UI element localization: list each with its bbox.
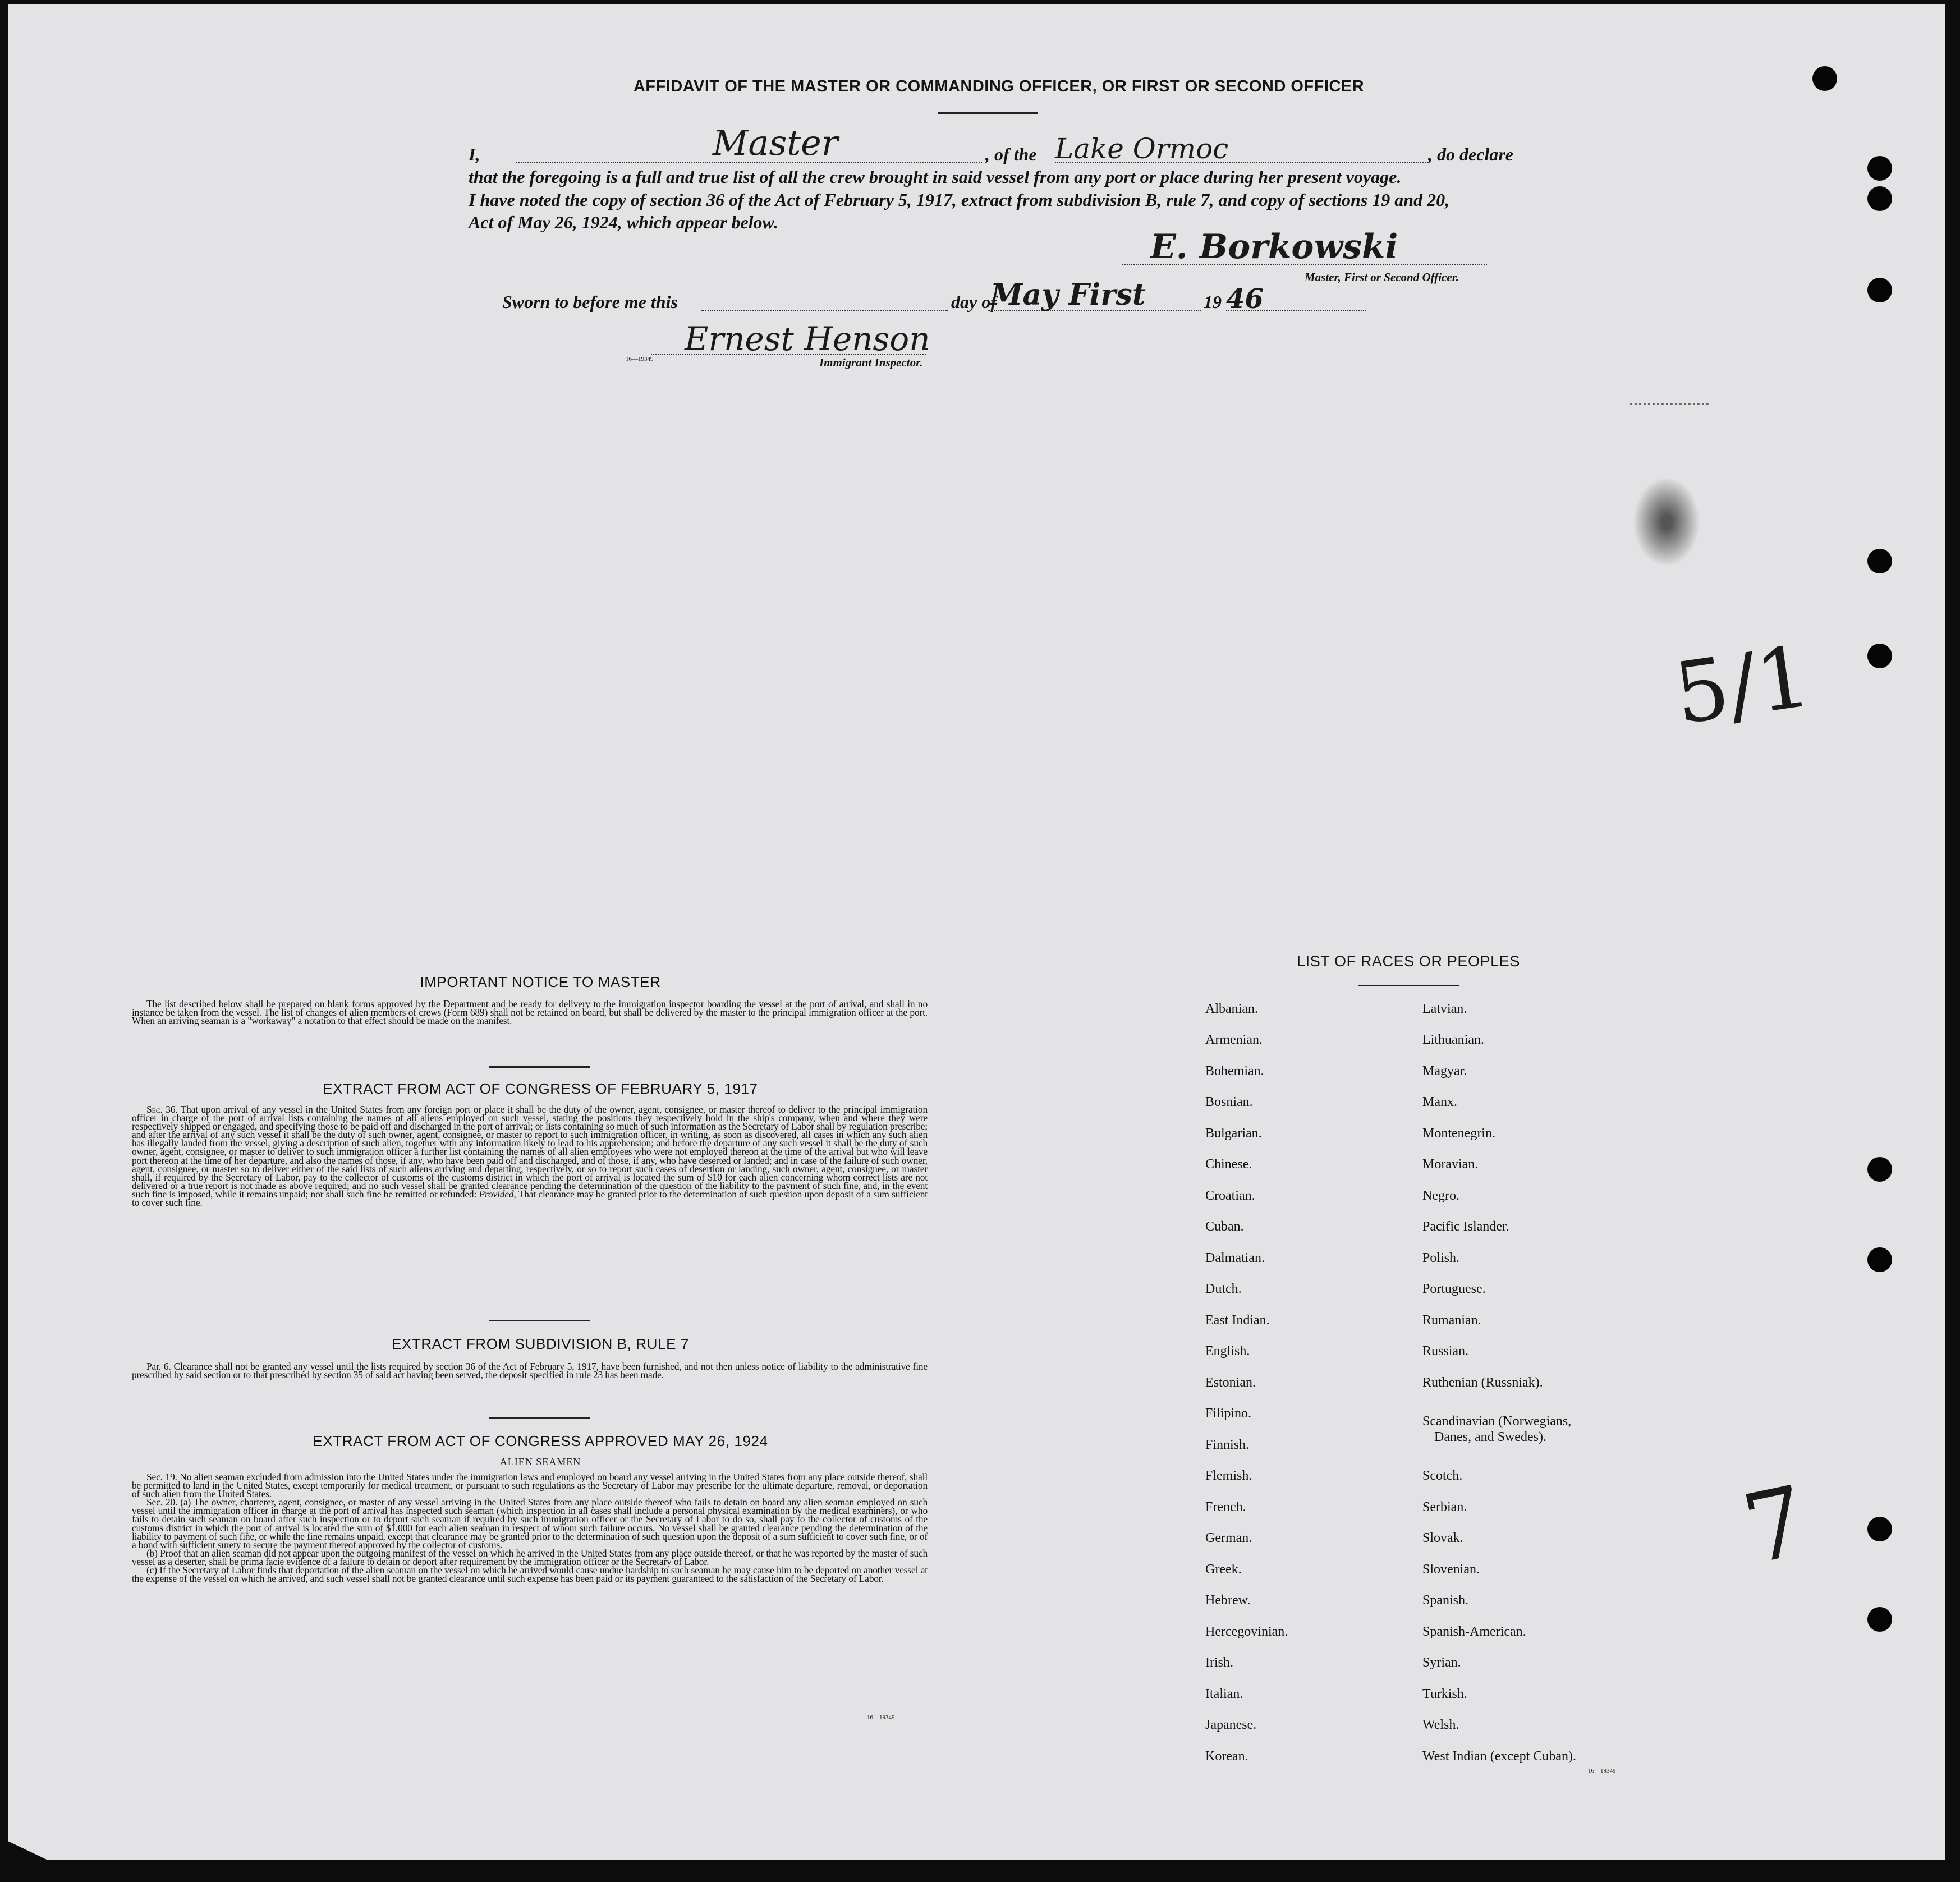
sec36-label: Sec. 36. [146,1104,178,1115]
rule7-title: EXTRACT FROM SUBDIVISION B, RULE 7 [392,1335,689,1352]
inspector-caption: Immigrant Inspector. [819,356,923,369]
divider [489,1066,590,1068]
punch-hole [1867,1247,1892,1272]
race-item: Flemish. [1205,1468,1252,1483]
races-form-number: 16—19349 [1588,1768,1616,1774]
sworn-prefix: Sworn to before me this [502,292,678,312]
punch-hole [1867,186,1892,211]
affidavit-line1-mid: , of the [985,144,1037,164]
divider [489,1417,590,1419]
handwritten-year: 46 [1226,283,1264,315]
affidavit-line1-prefix: I, [469,144,480,164]
affidavit-line3: I have noted the copy of section 36 of the Act of February 5, 1917, extract from subdivision B, rule 7, and copy of sections 19 and 20, [469,190,1450,210]
race-item: Albanian. [1205,1002,1258,1016]
extract-1924-subtitle: ALIEN SEAMEN [499,1456,581,1467]
divider [938,112,1038,114]
affidavit-line1-suffix: , do declare [1428,144,1513,164]
race-item: Chinese. [1205,1157,1252,1172]
extract-1924-text [132,1473,928,1583]
extract-form-number: 16—19349 [867,1714,895,1721]
affidavit-title: AFFIDAVIT OF THE MASTER OR COMMANDING OFFICER, OR FIRST OR SECOND OFFICER [633,77,1365,95]
race-item: Greek. [1205,1562,1242,1577]
race-item: Bohemian. [1205,1064,1264,1078]
race-item: Dalmatian. [1205,1251,1265,1265]
sec20b-text: (b) Proof that an alien seaman did not appear upon the outgoing manifest of the vessel on which he arrived in the United States from any place outside thereof, or that he was reported by the master of such vessel as a deserter, shall be prima facie evidence of a failure to detain or deport after requirement by the immigration officer or the Secretary of Labor. [132,1547,928,1567]
punch-hole [1867,644,1892,668]
notice-text: The list described below shall be prepared on blank forms approved by the Department and be ready for delivery to the immigration inspector boarding the vessel at the port of arrival, and shall in no instance be taken from the vessel. The list of changes of alien members of crews (Form 689) shall not be retained on board, but shall be delivered by the master to the principal immigration officer at the port. When an arriving seaman is a "workaway" a notation to that effect should be made on the manifest. [132,998,928,1027]
race-item: Rumanian. [1422,1313,1481,1328]
master-signature-caption: Master, First or Second Officer. [1305,270,1459,284]
race-item: Korean. [1205,1749,1248,1764]
margin-mark: 7 [1734,1465,1817,1587]
divider [1358,985,1459,986]
race-item: Spanish-American. [1422,1624,1526,1639]
race-item: Slovenian. [1422,1562,1480,1577]
race-item: Ruthenian (Russniak). [1422,1375,1543,1390]
ink-stain [1633,477,1700,567]
extract-1924-title: EXTRACT FROM ACT OF CONGRESS APPROVED MAY 26, 1924 [313,1433,768,1449]
race-item: Bosnian. [1205,1095,1253,1109]
race-item: Magyar. [1422,1064,1467,1078]
punch-hole [1867,1157,1892,1182]
race-item: Japanese. [1205,1718,1257,1732]
race-item: Croatian. [1205,1188,1255,1203]
affidavit-line2: that the foregoing is a full and true list of all the crew brought in said vessel from any port or place during her present voyage. [469,167,1402,187]
sworn-day-label: day of [951,292,997,312]
stamp-residue [1630,403,1709,413]
race-item: Finnish. [1205,1438,1250,1452]
race-item: Pacific Islander. [1422,1219,1509,1234]
notice-title: IMPORTANT NOTICE TO MASTER [420,974,661,990]
punch-hole [1867,1517,1892,1541]
punch-hole [1867,156,1892,181]
race-item: Turkish. [1422,1687,1467,1701]
race-item: Armenian. [1205,1032,1263,1047]
race-item: Scotch. [1422,1468,1463,1483]
race-item: German. [1205,1531,1252,1545]
race-item: Manx. [1422,1095,1457,1109]
race-item: Negro. [1422,1188,1459,1203]
race-item: Cuban. [1205,1219,1244,1234]
sworn-day-line [701,310,948,311]
handwritten-date: May First [990,278,1146,312]
punch-hole [1867,1607,1892,1632]
punch-hole [1867,278,1892,302]
race-item: East Indian. [1205,1313,1270,1328]
punch-hole [1867,549,1892,573]
race-item: Italian. [1205,1687,1243,1701]
year-prefix: 19 [1204,292,1222,312]
race-item: English. [1205,1344,1250,1358]
race-item: Danes, and Swedes). [1434,1430,1546,1444]
sec20a-text: Sec. 20. (a) The owner, charterer, agent, consignee, or master of any vessel arriving in the United States from any place outside thereof who fails to detain on board any alien seaman employed on such vessel until the immigration officer in charge at the port of arrival has inspected such seaman (which inspection in all cases shall include a personal physical examination by the medical examiners), or who fails to detain such seaman on board after such inspection or to deport such seaman if required by such immigration officer or the Secretary of Labor to do so, shall pay to the collector of customs of the customs district in which the port of arrival is located the sum of $1,000 for each alien seaman in respect of whom such failure occurs. No vessel shall be granted clearance pending the determination of the liability to payment of such fine, or while the fine remains unpaid, except that clearance may be granted prior to the determination of such question upon the deposit of a sum sufficient to cover such fine, or of a bond with sufficient surety to secure the payment thereof approved by the collector of customs. [132,1497,928,1550]
race-item: Slovak. [1422,1531,1463,1545]
race-item: Scandinavian (Norwegians, [1422,1414,1572,1429]
race-item: Spanish. [1422,1593,1469,1608]
race-item: Portuguese. [1422,1282,1486,1296]
race-item: Polish. [1422,1251,1460,1265]
race-item: Filipino. [1205,1406,1252,1421]
race-item: Bulgarian. [1205,1126,1262,1141]
race-item: Syrian. [1422,1655,1461,1670]
extract-1917-title: EXTRACT FROM ACT OF CONGRESS OF FEBRUARY 5, 1917 [323,1080,758,1097]
year-line [1226,310,1366,311]
sec36-end: That clearance may be granted prior to the determination of such question upon deposit of a sum sufficient to cover such fine. [132,1188,928,1209]
sec36-body: That upon arrival of any vessel in the United States from any foreign port or place it shall be the duty of the owner, agent, consignee, or master thereof to deliver to the principal immigration officer in charge of the port of arrival lists containing the names of all aliens employed on such vessel, stating the positions they respectively hold in the ship's company, when and where they were respectively shipped or engaged, and specifying those to be paid off and discharged in the port of arrival; or lists containing so much of such information as the Secretary of Labor shall by regulation prescribe; and after the arrival of any such vessel it shall be the duty of such owner, agent, consignee, or master to report to such immigration officer, in writing, as soon as discovered, all cases in which any such alien has illegally landed from the vessel, giving a description of such alien, together with any information likely to lead to his apprehension; and before the departure of any such vessel it shall be the duty of such owner, agent, consignee, or master to deliver to such immigration officer a further list containing the names of all alien employees who were not employed thereon at the time of the arrival but who will leave port thereon at the time of her departure, and also the names of those, if any, who have been paid off and discharged, and of those, if any, who have deserted or landed; and in case of the failure of such owner, agent, consignee, or master so to deliver either of the said lists of such aliens arriving and departing, respectively, or so to report such cases of desertion or landing, such owner, agent, consignee, or master shall, if required by the Secretary of Labor, pay to the collector of customs of the customs district in which the port of arrival is located the sum of $10 for each alien concerning whom correct lists are not delivered or a true report is not made as above required; and no such vessel shall be granted clearance pending the determination of the question of the liability to the payment of such fine, and, in the event such fine is imposed, while it remains unpaid; nor shall such fine be remitted or refunded: [132,1104,928,1200]
race-item: Hercegovinian. [1205,1624,1288,1639]
race-item: West Indian (except Cuban). [1422,1749,1576,1764]
race-item: Irish. [1205,1655,1233,1670]
rule7-text: Par. 6. Clearance shall not be granted any vessel until the lists required by section 36 of the Act of February 5, 1917, have been furnished, and not then unless notice of liability to the administrative fine prescribed by said section or to that prescribed by section 35 of said act having been served, the deposit specified in rule 23 has been made. [132,1361,928,1381]
sec19-text: Sec. 19. No alien seaman excluded from admission into the United States under the immigration laws and employed on board any vessel arriving in the United States from any place outside thereof, shall be permitted to land in the United States, except temporarily for medical treatment, or pursuant to such regulations as the Secretary of Labor may prescribe for the ultimate departure, removal, or deportation of such alien from the United States. [132,1471,928,1500]
race-item: Montenegrin. [1422,1126,1495,1141]
race-item: Russian. [1422,1344,1469,1358]
race-item: French. [1205,1500,1246,1514]
margin-page-mark: 5/1 [1669,628,1817,743]
affidavit-line4: Act of May 26, 1924, which appear below. [469,212,778,232]
races-title: LIST OF RACES OR PEOPLES [1296,953,1521,970]
race-item: Latvian. [1422,1002,1467,1016]
master-signature: E. Borkowski [1150,227,1398,267]
race-item: Hebrew. [1205,1593,1251,1608]
handwritten-master: Master [713,122,838,163]
handwritten-vessel: Lake Ormoc [1055,132,1229,165]
inspector-line [651,354,926,355]
affidavit-form-number: 16—19349 [626,356,654,362]
race-item: Welsh. [1422,1718,1459,1732]
race-item: Dutch. [1205,1282,1242,1296]
race-item: Serbian. [1422,1500,1467,1514]
punch-hole [1812,66,1837,91]
race-item: Moravian. [1422,1157,1479,1172]
provided-word: Provided, [479,1188,516,1200]
inspector-signature: Ernest Henson [685,320,930,358]
divider [489,1320,590,1321]
race-item: Lithuanian. [1422,1032,1484,1047]
sec20c-text: (c) If the Secretary of Labor finds that deportation of the alien seaman on the vessel on which he arrived would cause undue hardship to such seaman he may cause him to be deported on another vessel at the expense of the vessel on which he arrived, and such vessel shall not be granted clearance until such expense has been paid or its payment guaranteed to the satisfaction of the Secretary of Labor. [132,1564,928,1585]
extract-1917-text [132,1105,928,1207]
race-item: Estonian. [1205,1375,1256,1390]
